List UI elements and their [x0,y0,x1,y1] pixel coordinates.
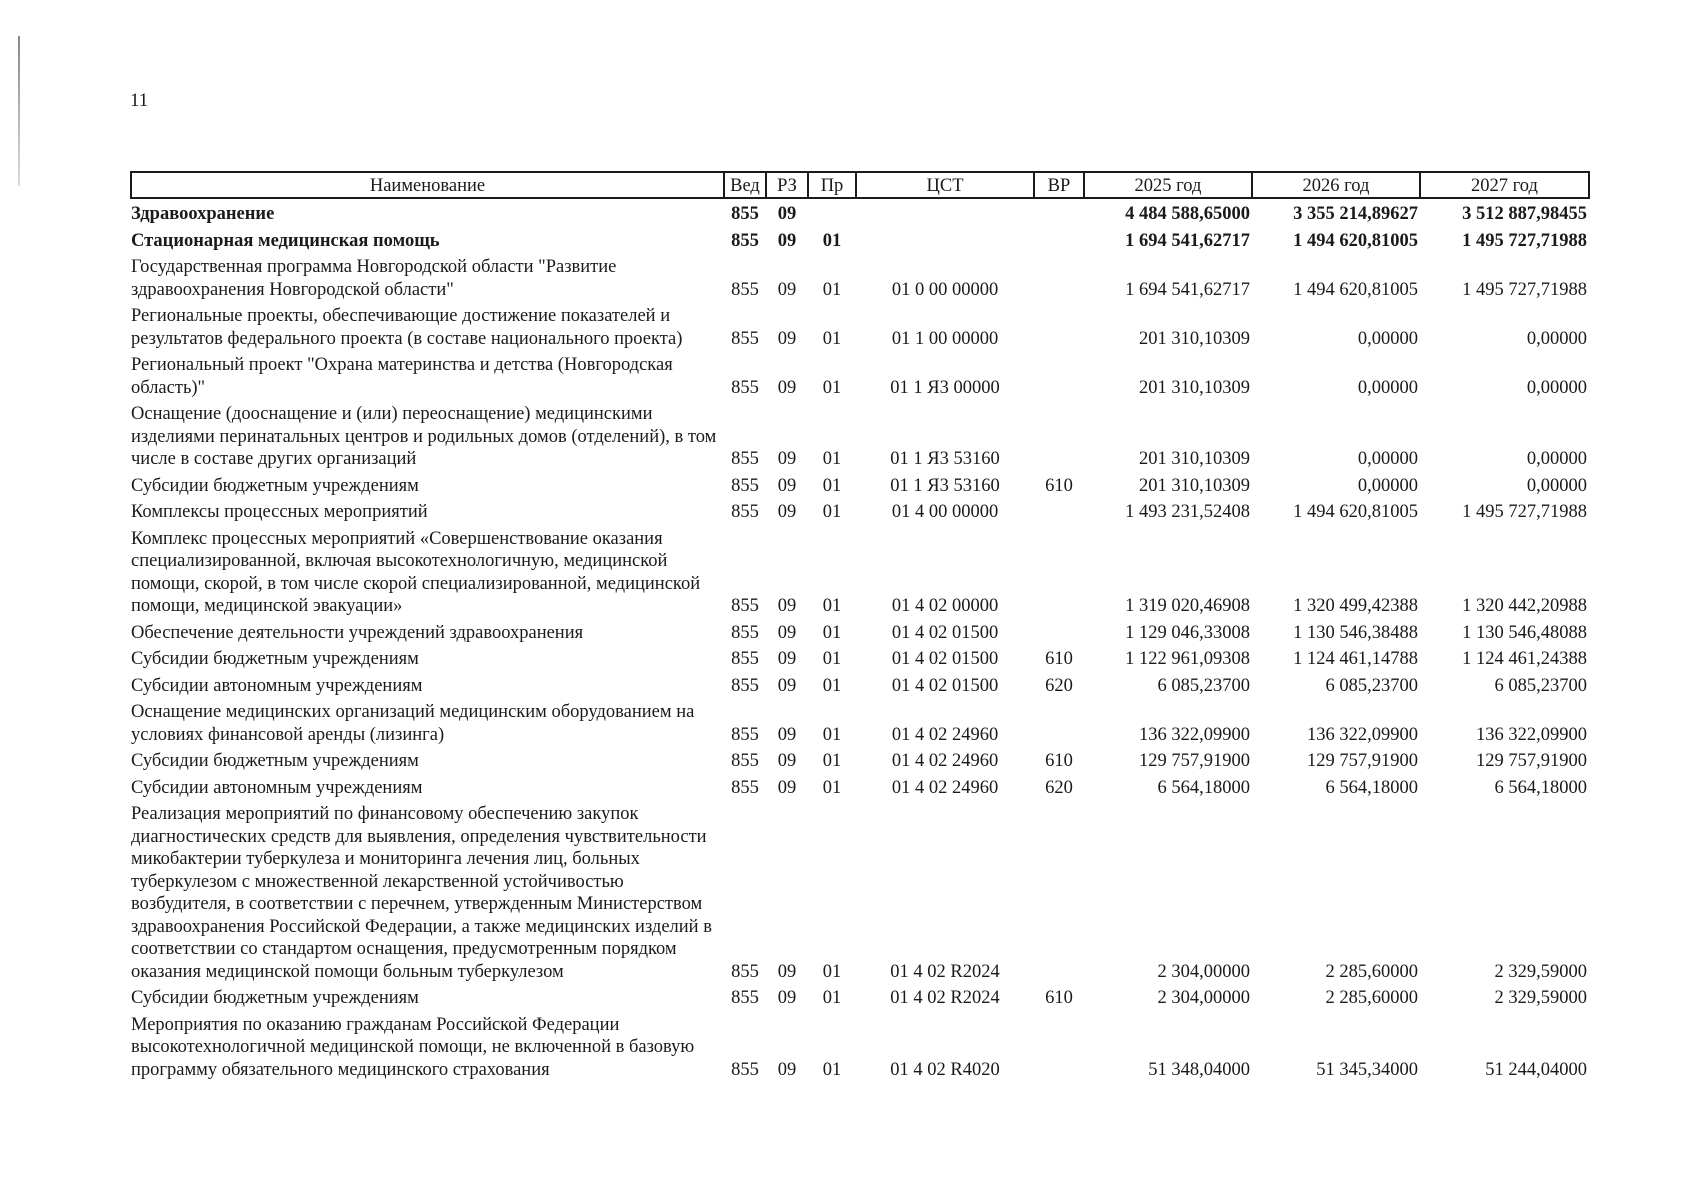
cell-pr: 01 [822,230,842,251]
table-row [131,618,1589,645]
cell-pr: 01 [822,622,842,643]
cell-name: Субсидии бюджетным учреждениям [131,988,419,1008]
cell-2026: 3 355 214,89627 [1293,204,1418,224]
cell-2027: 51 244,04000 [1485,1059,1587,1080]
cell-2025: 1 694 541,62717 [1125,230,1250,251]
cell-pr: 01 [822,449,842,469]
cell-2027: 0,00000 [1526,328,1587,349]
cell-2025: 51 348,04000 [1148,1059,1250,1080]
cell-vr: 620 [1045,777,1073,798]
table-row [131,524,1589,618]
cell-name: Здравоохранение [131,204,275,224]
cell-name: Субсидии бюджетным учреждениям [131,475,419,496]
cell-rz: 09 [777,328,797,349]
cell-pr: 01 [822,988,842,1008]
cell-vr [1034,497,1084,524]
cell-pr: 01 [822,502,842,522]
page-number: 11 [130,90,149,111]
cell-2025: 1 694 541,62717 [1125,279,1250,300]
cell-name: Региональные проекты, обеспечивающие достижение показателей и результатов федерального проекта (в составе национального проекта) [131,306,683,349]
cell-cst: 01 1 Я3 00000 [890,377,1000,398]
cell-pr: 01 [822,649,842,669]
cell-name: Комплекс процессных мероприятий «Совершенствование оказания специализированной, включая высокотехнологичную, медицинской помощи, скорой, в том числе скорой специализированной, медицинской помощи, медицинской эвакуации» [131,528,701,616]
cell-name: Мероприятия по оказанию гражданам Российской Федерации высокотехнологичной медицинской помощи, не включенной в базовую программу обязательного медицинского страхования [131,1014,695,1080]
cell-ved: 855 [731,961,759,982]
cell-2026: 2 285,60000 [1325,988,1418,1008]
table-row [131,773,1589,800]
cell-rz: 09 [777,622,797,643]
cell-rz: 09 [777,1059,797,1080]
cell-cst: 01 1 Я3 53160 [890,475,1000,496]
cell-2025: 136 322,09900 [1139,724,1250,745]
table-row [131,471,1589,498]
cell-pr: 01 [822,596,842,616]
cell-2027: 1 320 442,20988 [1462,596,1587,616]
header-rz: РЗ [766,172,808,198]
cell-2027: 2 329,59000 [1494,988,1587,1008]
cell-ved: 855 [731,724,759,745]
cell-2027: 1 124 461,24388 [1462,649,1587,669]
cell-2025: 1 319 020,46908 [1125,596,1250,616]
header-2027: 2027 год [1420,172,1589,198]
table-row [131,746,1589,773]
header-cst: ЦСТ [856,172,1034,198]
cell-ved: 855 [731,502,759,522]
cell-rz: 09 [777,279,797,300]
cell-2026: 2 285,60000 [1325,961,1418,982]
cell-cst: 01 4 02 00000 [891,596,999,616]
header-pr: Пр [808,172,856,198]
cell-vr: 610 [1045,988,1073,1008]
cell-2027: 6 564,18000 [1494,777,1587,798]
cell-ved: 855 [731,475,759,496]
cell-pr: 01 [822,724,842,745]
cell-ved: 855 [731,279,759,300]
cell-2026: 136 322,09900 [1307,724,1418,745]
cell-rz: 09 [777,204,797,224]
cell-2027: 3 512 887,98455 [1462,204,1587,224]
cell-2027: 129 757,91900 [1476,751,1587,771]
table-header-row [131,172,1589,198]
cell-2026: 129 757,91900 [1307,751,1418,771]
cell-2026: 6 085,23700 [1325,675,1418,696]
cell-2027: 1 495 727,71988 [1462,502,1587,522]
table-row [131,799,1589,983]
cell-pr: 01 [822,751,842,771]
cell-rz: 09 [777,751,797,771]
table-row [131,350,1589,399]
cell-vr [1034,618,1084,645]
cell-cst [856,226,1034,253]
cell-ved: 855 [731,596,759,616]
cell-cst: 01 4 02 01500 [891,649,999,669]
cell-vr [1034,198,1084,226]
cell-ved: 855 [731,751,759,771]
cell-rz: 09 [777,502,797,522]
cell-cst: 01 4 02 24960 [891,751,999,771]
cell-rz: 09 [777,449,797,469]
cell-vr: 610 [1045,751,1073,771]
cell-2026: 0,00000 [1357,475,1418,496]
table-body [131,198,1589,1081]
header-ved: Вед [724,172,766,198]
cell-2025: 2 304,00000 [1157,988,1250,1008]
table-row [131,697,1589,746]
cell-name: Оснащение (дооснащение и (или) переоснащение) медицинскими изделиями перинатальных центров и родильных домов (отделений), в том числе в составе других организаций [131,404,717,469]
cell-cst: 01 4 02 24960 [891,724,999,745]
cell-ved: 855 [731,675,759,696]
cell-rz: 09 [777,230,797,251]
cell-2026: 6 564,18000 [1325,777,1418,798]
cell-vr [1034,252,1084,301]
cell-vr: 610 [1045,475,1073,496]
cell-2025: 201 310,10309 [1139,449,1250,469]
cell-2025: 129 757,91900 [1139,751,1250,771]
cell-ved: 855 [731,449,759,469]
cell-name: Комплексы процессных мероприятий [131,502,428,522]
scan-edge-mark [18,36,20,186]
cell-vr [1034,1010,1084,1082]
cell-2026: 1 494 620,81005 [1293,230,1418,251]
cell-pr: 01 [822,1059,842,1080]
header-name: Наименование [131,172,724,198]
cell-2027: 136 322,09900 [1476,724,1587,745]
cell-2026: 1 130 546,38488 [1293,622,1418,643]
cell-ved: 855 [731,204,759,224]
cell-cst [856,198,1034,226]
cell-vr [1034,350,1084,399]
table-row [131,399,1589,471]
cell-vr: 610 [1045,649,1073,669]
cell-name: Государственная программа Новгородской области "Развитие здравоохранения Новгородской области" [131,257,617,300]
cell-cst: 01 4 00 00000 [891,502,999,522]
cell-cst: 01 0 00 00000 [891,279,999,300]
cell-2026: 51 345,34000 [1316,1059,1418,1080]
cell-2025: 201 310,10309 [1139,475,1250,496]
table-row [131,301,1589,350]
cell-name: Региональный проект "Охрана материнства и детства (Новгородская область)" [131,355,673,398]
cell-2027: 0,00000 [1526,377,1587,398]
cell-2026: 0,00000 [1357,328,1418,349]
cell-2025: 6 564,18000 [1157,777,1250,798]
cell-rz: 09 [777,724,797,745]
cell-vr: 620 [1045,675,1073,696]
cell-2025: 1 122 961,09308 [1125,649,1250,669]
cell-pr: 01 [822,961,842,982]
cell-rz: 09 [777,777,797,798]
cell-vr [1034,301,1084,350]
header-2026: 2026 год [1252,172,1420,198]
cell-2027: 0,00000 [1526,475,1587,496]
cell-2027: 0,00000 [1526,449,1587,469]
cell-cst: 01 4 02 24960 [891,777,999,798]
cell-pr: 01 [822,279,842,300]
cell-name: Обеспечение деятельности учреждений здравоохранения [131,622,584,643]
header-vr: ВР [1034,172,1084,198]
cell-cst: 01 4 02 R2024 [890,961,1000,982]
cell-2027: 6 085,23700 [1494,675,1587,696]
cell-ved: 855 [731,622,759,643]
cell-2026: 0,00000 [1357,377,1418,398]
cell-vr [1034,399,1084,471]
cell-2026: 1 320 499,42388 [1293,596,1418,616]
cell-rz: 09 [777,988,797,1008]
cell-rz: 09 [777,377,797,398]
cell-ved: 855 [731,1059,759,1080]
cell-cst: 01 1 00 00000 [891,328,999,349]
cell-2027: 1 130 546,48088 [1462,622,1587,643]
cell-rz: 09 [777,961,797,982]
cell-2025: 201 310,10309 [1139,377,1250,398]
table-row [131,644,1589,671]
cell-cst: 01 4 02 01500 [891,622,999,643]
cell-pr: 01 [822,777,842,798]
table-row [131,497,1589,524]
cell-rz: 09 [777,596,797,616]
cell-cst: 01 4 02 01500 [891,675,999,696]
cell-2027: 2 329,59000 [1494,961,1587,982]
table-row [131,983,1589,1010]
cell-cst: 01 4 02 R4020 [890,1059,1000,1080]
cell-name: Субсидии бюджетным учреждениям [131,649,419,669]
cell-name: Реализация мероприятий по финансовому обеспечению закупок диагностических средств для выявления, определения чувствительности микобактерии туберкулеза и мониторинга лечения лиц, больных туберкулезом с множественной лекарственной устойчивостью возбудителя, в соответствии с перечнем, утвержденным Министерством здравоохранения Российской Федерации, а также медицинских изделий в соответствии со стандартом оснащения, предусмотренным порядком оказания медицинской помощи больным туберкулезом [131,804,712,982]
table-row [131,1010,1589,1082]
cell-2025: 4 484 588,65000 [1125,204,1250,224]
cell-vr [1034,697,1084,746]
cell-rz: 09 [777,675,797,696]
cell-cst: 01 4 02 R2024 [890,988,1000,1008]
cell-pr [808,198,856,226]
table-row [131,198,1589,226]
cell-vr [1034,524,1084,618]
cell-2025: 201 310,10309 [1139,328,1250,349]
cell-vr [1034,799,1084,983]
cell-pr: 01 [822,377,842,398]
cell-2025: 1 493 231,52408 [1125,502,1250,522]
cell-name: Субсидии бюджетным учреждениям [131,751,419,771]
cell-2027: 1 495 727,71988 [1462,279,1587,300]
cell-2026: 1 494 620,81005 [1293,279,1418,300]
cell-cst: 01 1 Я3 53160 [890,449,1000,469]
table-row [131,252,1589,301]
cell-2026: 1 494 620,81005 [1293,502,1418,522]
cell-pr: 01 [822,475,842,496]
cell-2025: 1 129 046,33008 [1125,622,1250,643]
cell-ved: 855 [731,988,759,1008]
cell-2026: 0,00000 [1357,449,1418,469]
table-row [131,671,1589,698]
cell-name: Субсидии автономным учреждениям [131,777,423,798]
cell-name: Стационарная медицинская помощь [131,230,440,251]
cell-ved: 855 [731,649,759,669]
cell-ved: 855 [731,328,759,349]
cell-vr [1034,226,1084,253]
cell-rz: 09 [777,475,797,496]
cell-rz: 09 [777,649,797,669]
cell-pr: 01 [822,328,842,349]
header-2025: 2025 год [1084,172,1252,198]
cell-name: Субсидии автономным учреждениям [131,675,423,696]
cell-2025: 2 304,00000 [1157,961,1250,982]
cell-2025: 6 085,23700 [1157,675,1250,696]
cell-ved: 855 [731,377,759,398]
cell-ved: 855 [731,230,759,251]
table-row [131,226,1589,253]
budget-table [130,171,1590,1081]
cell-2026: 1 124 461,14788 [1293,649,1418,669]
cell-name: Оснащение медицинских организаций медицинским оборудованием на условиях финансовой аренды (лизинга) [131,702,695,745]
cell-pr: 01 [822,675,842,696]
cell-ved: 855 [731,777,759,798]
cell-2027: 1 495 727,71988 [1462,230,1587,251]
